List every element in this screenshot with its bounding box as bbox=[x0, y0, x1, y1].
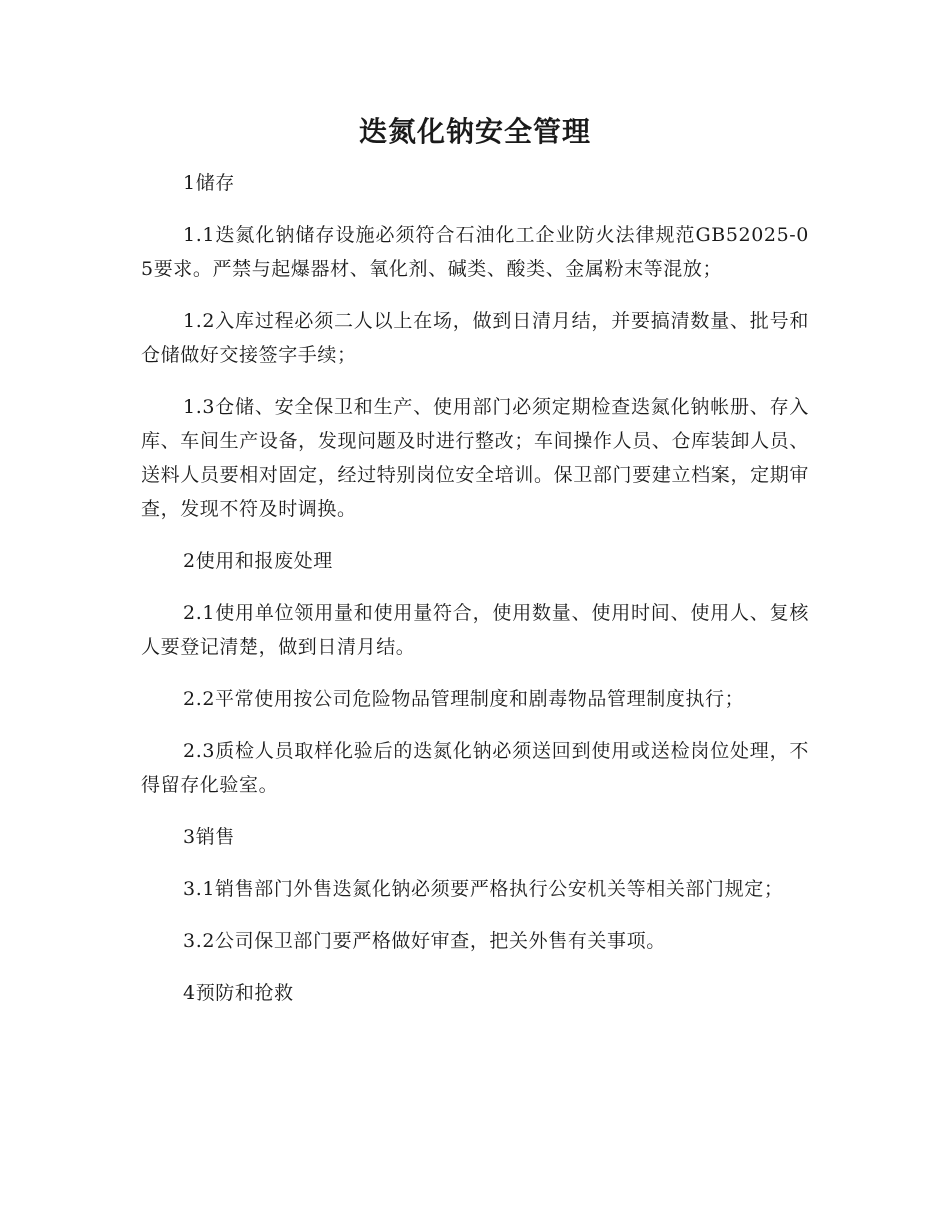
paragraph-1-2: 1.2入库过程必须二人以上在场，做到日清月结，并要搞清数量、批号和仓储做好交接签字手续； bbox=[141, 310, 809, 366]
paragraph-2-3: 2.3质检人员取样化验后的迭氮化钠必须送回到使用或送检岗位处理，不得留存化验室。 bbox=[141, 740, 809, 796]
section-heading-usage: 2使用和报废处理 bbox=[183, 550, 333, 572]
paragraph-3-2: 3.2公司保卫部门要严格做好审查，把关外售有关事项。 bbox=[183, 930, 666, 952]
section-heading-sales: 3销售 bbox=[183, 826, 235, 848]
paragraph-1-1: 1.1迭氮化钠储存设施必须符合石油化工企业防火法律规范GB52025-05要求。严禁与起爆器材、氧化剂、碱类、酸类、金属粉末等混放； bbox=[141, 224, 809, 280]
paragraph-2-2: 2.2平常使用按公司危险物品管理制度和剧毒物品管理制度执行； bbox=[183, 688, 745, 710]
section-heading-prevention: 4预防和抢救 bbox=[183, 982, 294, 1004]
document-body bbox=[141, 166, 809, 1010]
paragraph-1-3: 1.3仓储、安全保卫和生产、使用部门必须定期检查迭氮化钠帐册、存入库、车间生产设备，发现问题及时进行整改；车间操作人员、仓库装卸人员、送料人员要相对固定，经过特别岗位安全培训。保卫部门要建立档案，定期审查，发现不符及时调换。 bbox=[141, 396, 809, 520]
paragraph-3-1: 3.1销售部门外售迭氮化钠必须要严格执行公安机关等相关部门规定； bbox=[183, 878, 784, 900]
paragraph-2-1: 2.1使用单位领用量和使用量符合，使用数量、使用时间、使用人、复核人要登记清楚，做到日清月结。 bbox=[141, 602, 809, 658]
section-heading-storage: 1储存 bbox=[183, 172, 235, 194]
document-title: 迭氮化钠安全管理 bbox=[358, 115, 591, 148]
